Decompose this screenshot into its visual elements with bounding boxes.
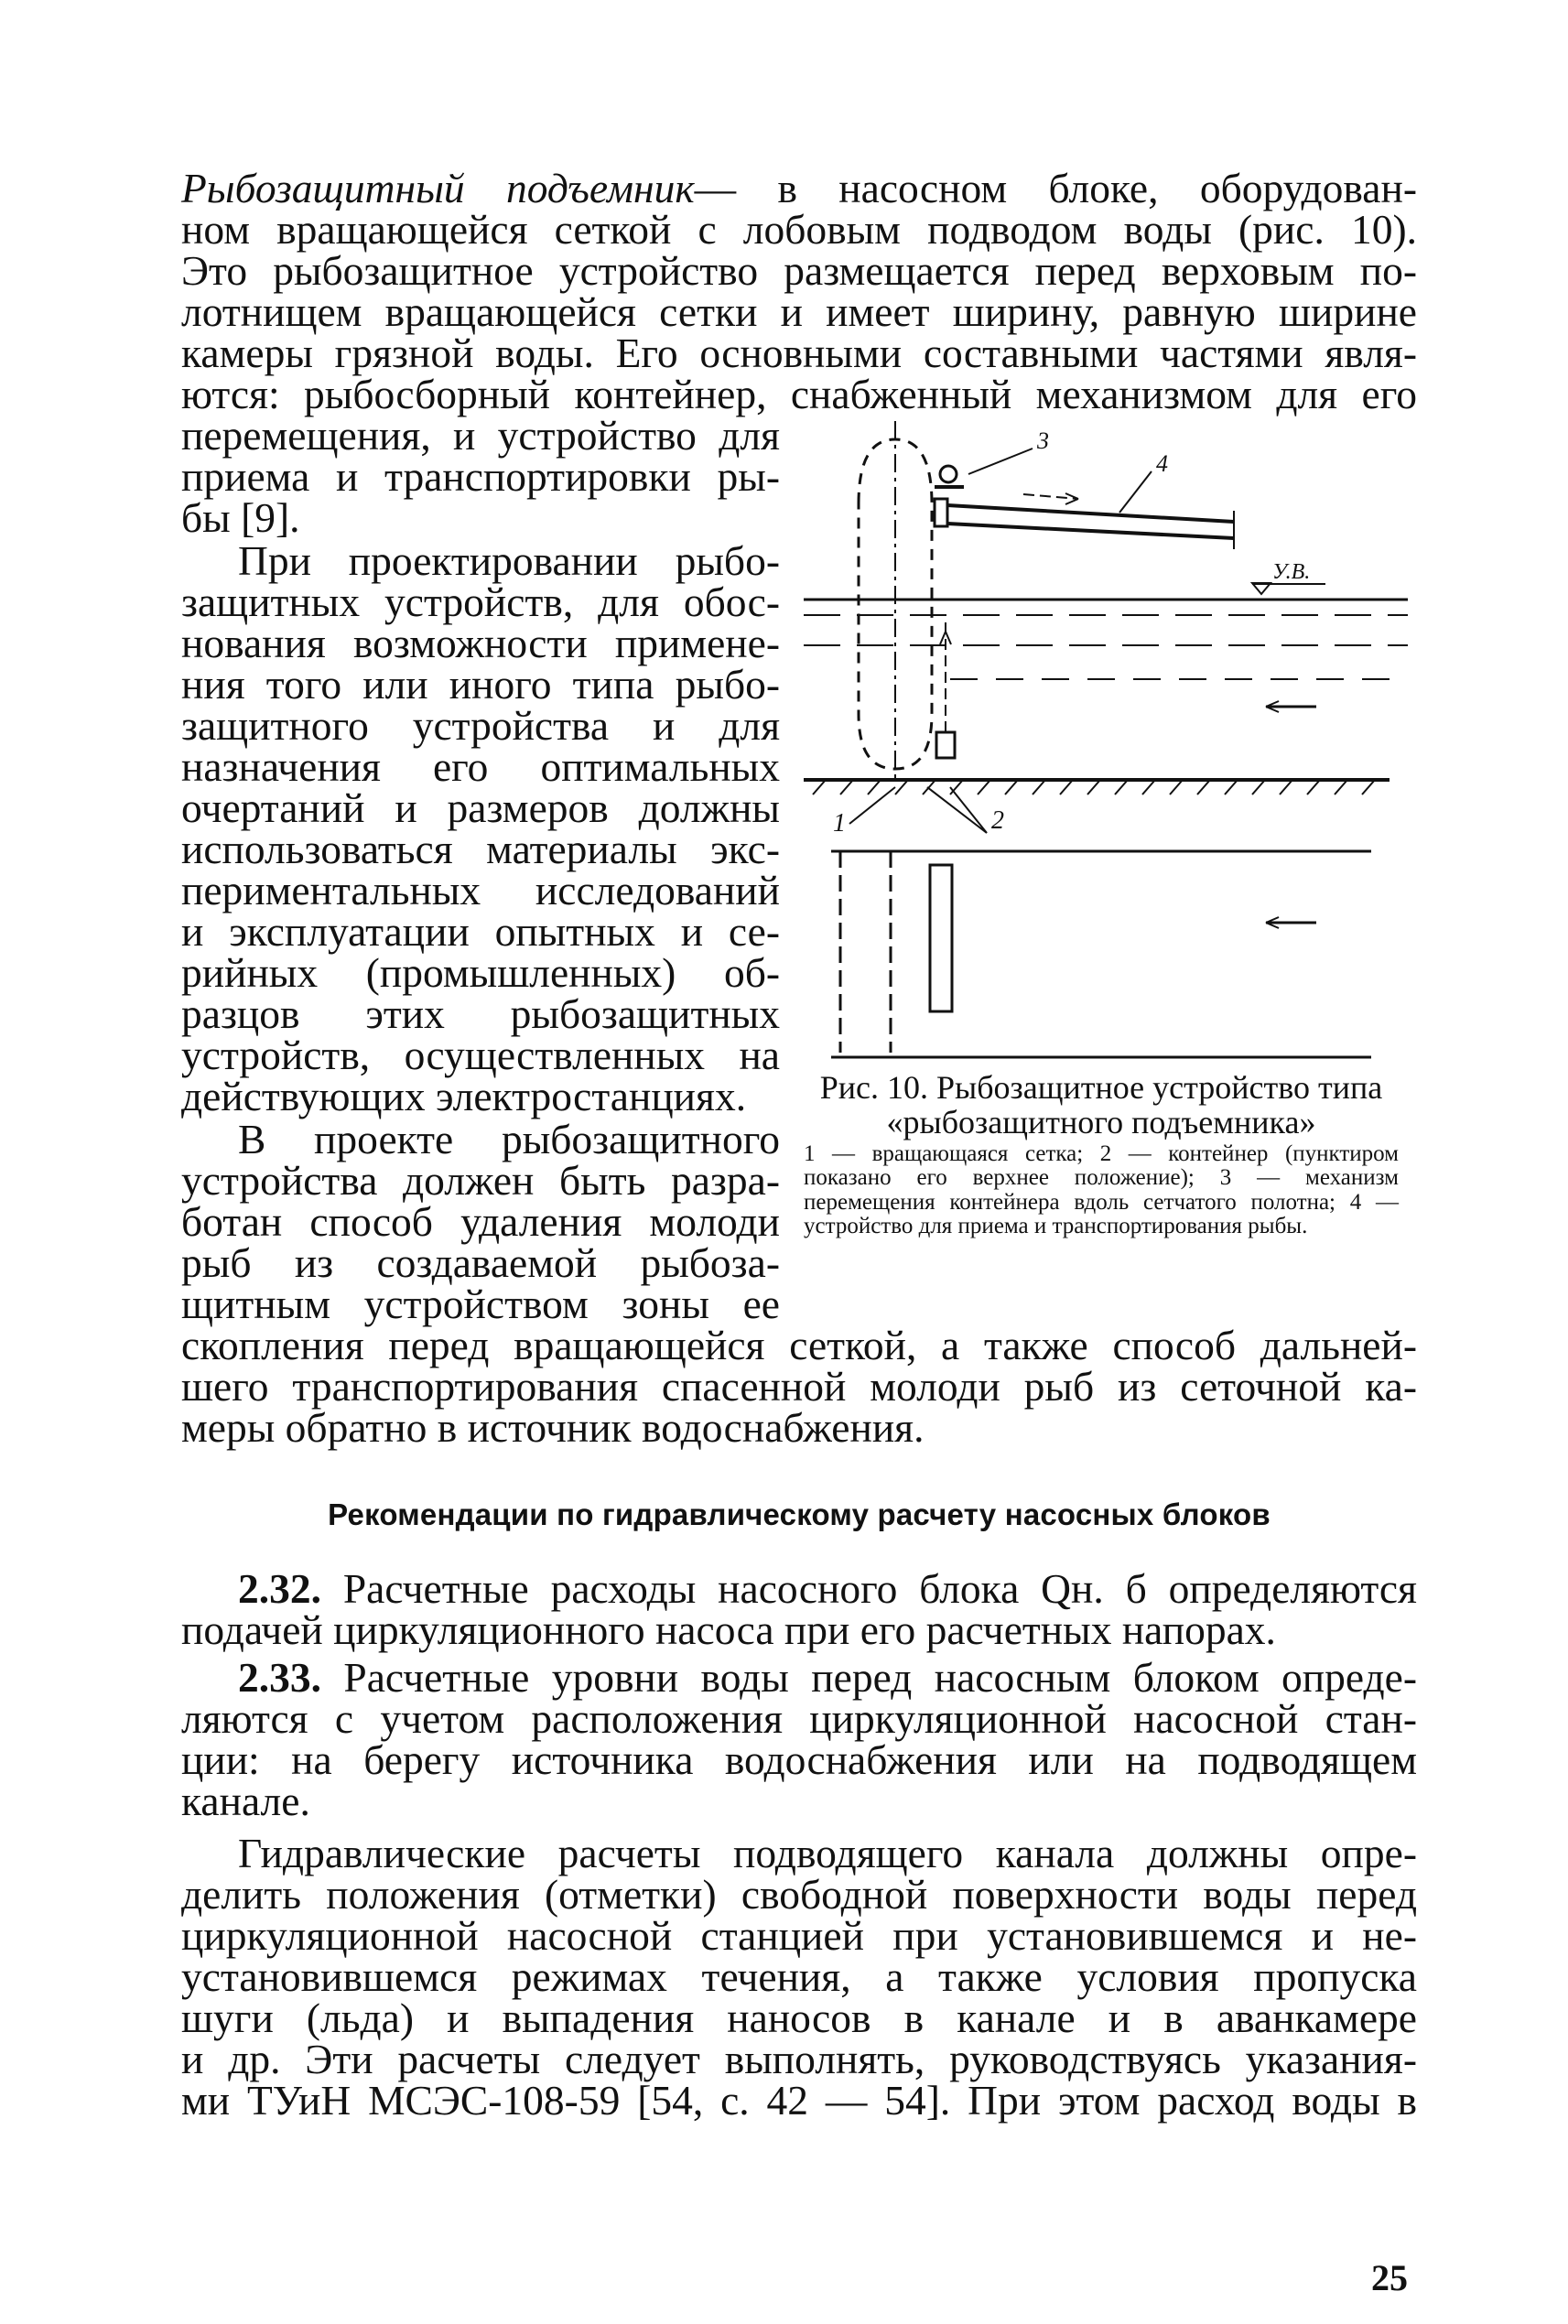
clause-number: 2.32. — [238, 1565, 321, 1612]
text-line: ботан способ удаления молоди — [181, 1198, 780, 1245]
text-line: очертаний и размеров должны — [181, 784, 780, 831]
label-1: 1 — [833, 809, 846, 838]
text-line: Это рыбозащитное устройство размещается перед верховым по- — [181, 247, 1417, 294]
text-line: При проектировании рыбо- — [238, 537, 780, 584]
text-line: приема и транспортировки ры- — [181, 453, 780, 500]
text-line: В проекте рыбозащитного — [238, 1116, 780, 1162]
text-line: лотнищем вращающейся сетки и имеет ширину, равную ширине — [181, 288, 1417, 335]
text-line: устройств, осуществленных на — [181, 1032, 780, 1078]
text-line: Рыбозащитный подъемник— в насосном блоке, оборудован- — [181, 165, 1417, 211]
text-line: скопления перед вращающейся сеткой, а также способ дальней- — [181, 1322, 1417, 1368]
text-line: 2.33. Расчетные уровни воды перед насосным блоком опреде- — [238, 1654, 1417, 1701]
text-line: меры обратно в источник водоснабжения. — [181, 1404, 925, 1451]
text-line: ми ТУиН МСЭС-108-59 [54, с. 42 — 54]. При этом расход воды в — [181, 2077, 1417, 2124]
paragraph-continuation — [181, 1322, 1417, 1451]
text-line: разцов этих рыбозащитных — [181, 990, 780, 1037]
paragraph-2-33 — [181, 1654, 1417, 1824]
clause-number: 2.33. — [238, 1654, 321, 1701]
text-line: подачей циркуляционного насоса при его расчетных напорах. — [181, 1606, 1276, 1653]
transport-chute — [947, 505, 1234, 522]
text-line: ются: рыбосборный контейнер, снабженный механизмом для его — [181, 371, 1417, 417]
figure-fish-lift-diagram — [804, 421, 1408, 1062]
container-top-position — [935, 499, 947, 526]
figure-caption-title: Рис. 10. Рыбозащитное устройство типа «рыбозащитного подъемника» — [819, 1069, 1383, 1140]
label-4: 4 — [1156, 450, 1168, 477]
left-column-p3 — [181, 1116, 780, 1327]
text-line: установившемся режимах течения, а также условия пропуска — [181, 1953, 1417, 2000]
text-line: рийных (промышленных) об- — [181, 949, 780, 996]
text-line: назначения его оптимальных — [181, 743, 780, 790]
left-column-p2 — [181, 537, 780, 1119]
text-line: использоваться материалы экс- — [181, 826, 780, 872]
text-line: шего транспортирования спасенной молоди рыб из сеточной ка- — [181, 1363, 1417, 1410]
text-line: защитного устройства и для — [181, 702, 780, 749]
text-line: ном вращающейся сеткой с лобовым подводом воды (рис. 10). — [181, 206, 1417, 253]
term-fish-lift: Рыбозащитный подъемник — [181, 165, 695, 211]
figure-caption-body: 1 — вращающаяся сетка; 2 — контейнер (пунктиром показано его верхнее положение); 3 — механизм перемещения контейнера вдоль сетчатого полотна; 4 — устройство для приема и транспортирования рыбы. — [804, 1141, 1399, 1238]
text-line: Гидравлические расчеты подводящего канала должны опре- — [238, 1830, 1417, 1876]
paragraph-fish-lift — [181, 165, 1417, 417]
text-line: и др. Эти расчеты следует выполнять, руководствуясь указания- — [181, 2036, 1417, 2082]
text-line: нования возможности примене- — [181, 620, 780, 666]
mechanism-wheel — [940, 466, 957, 482]
text-line: периментальных исследований — [181, 867, 780, 913]
text-line: действующих электростанциях. — [181, 1073, 747, 1119]
paragraph-hydraulic-calc — [181, 1830, 1417, 2124]
text-line: бы [9]. — [181, 494, 300, 541]
text-line: устройства должен быть разра- — [181, 1157, 780, 1204]
left-column-p1 — [181, 412, 780, 541]
text-line: шуги (льда) и выпадения наносов в канале и в аванкамере — [181, 1994, 1417, 2041]
container-plan — [930, 865, 952, 1011]
text-line: 2.32. Расчетные расходы насосного блока Qн. б определяются — [238, 1565, 1417, 1612]
page-number: 25 — [1371, 2257, 1408, 2298]
text-line: делить положения (отметки) свободной поверхности воды перед — [181, 1871, 1417, 1918]
text-line: перемещения, и устройство для — [181, 412, 780, 459]
paragraph-2-32 — [181, 1565, 1417, 1653]
text-line: камеры грязной воды. Его основными составными частями явля- — [181, 330, 1417, 376]
container-bottom-position — [936, 732, 955, 758]
text-line: циркуляционной насосной станцией при установившемся и не- — [181, 1912, 1417, 1959]
text-line: защитных устройств, для обос- — [181, 578, 780, 625]
text-line: ляются с учетом расположения циркуляционной насосной стан- — [181, 1695, 1417, 1742]
text-line: щитным устройством зоны ее — [181, 1281, 780, 1327]
text-line: и эксплуатации опытных и се- — [181, 908, 780, 955]
label-water-level: У.В. — [1272, 560, 1311, 584]
label-3: 3 — [1037, 427, 1049, 454]
text-line: ции: на берегу источника водоснабжения или на подводящем — [181, 1736, 1417, 1783]
section-heading: Рекомендации по гидравлическому расчету насосных блоков — [328, 1497, 1271, 1531]
label-2: 2 — [991, 806, 1004, 835]
text-line: канале. — [181, 1778, 310, 1824]
text-line: ния того или иного типа рыбо- — [181, 661, 780, 708]
text-line: рыб из создаваемой рыбоза- — [181, 1239, 780, 1286]
